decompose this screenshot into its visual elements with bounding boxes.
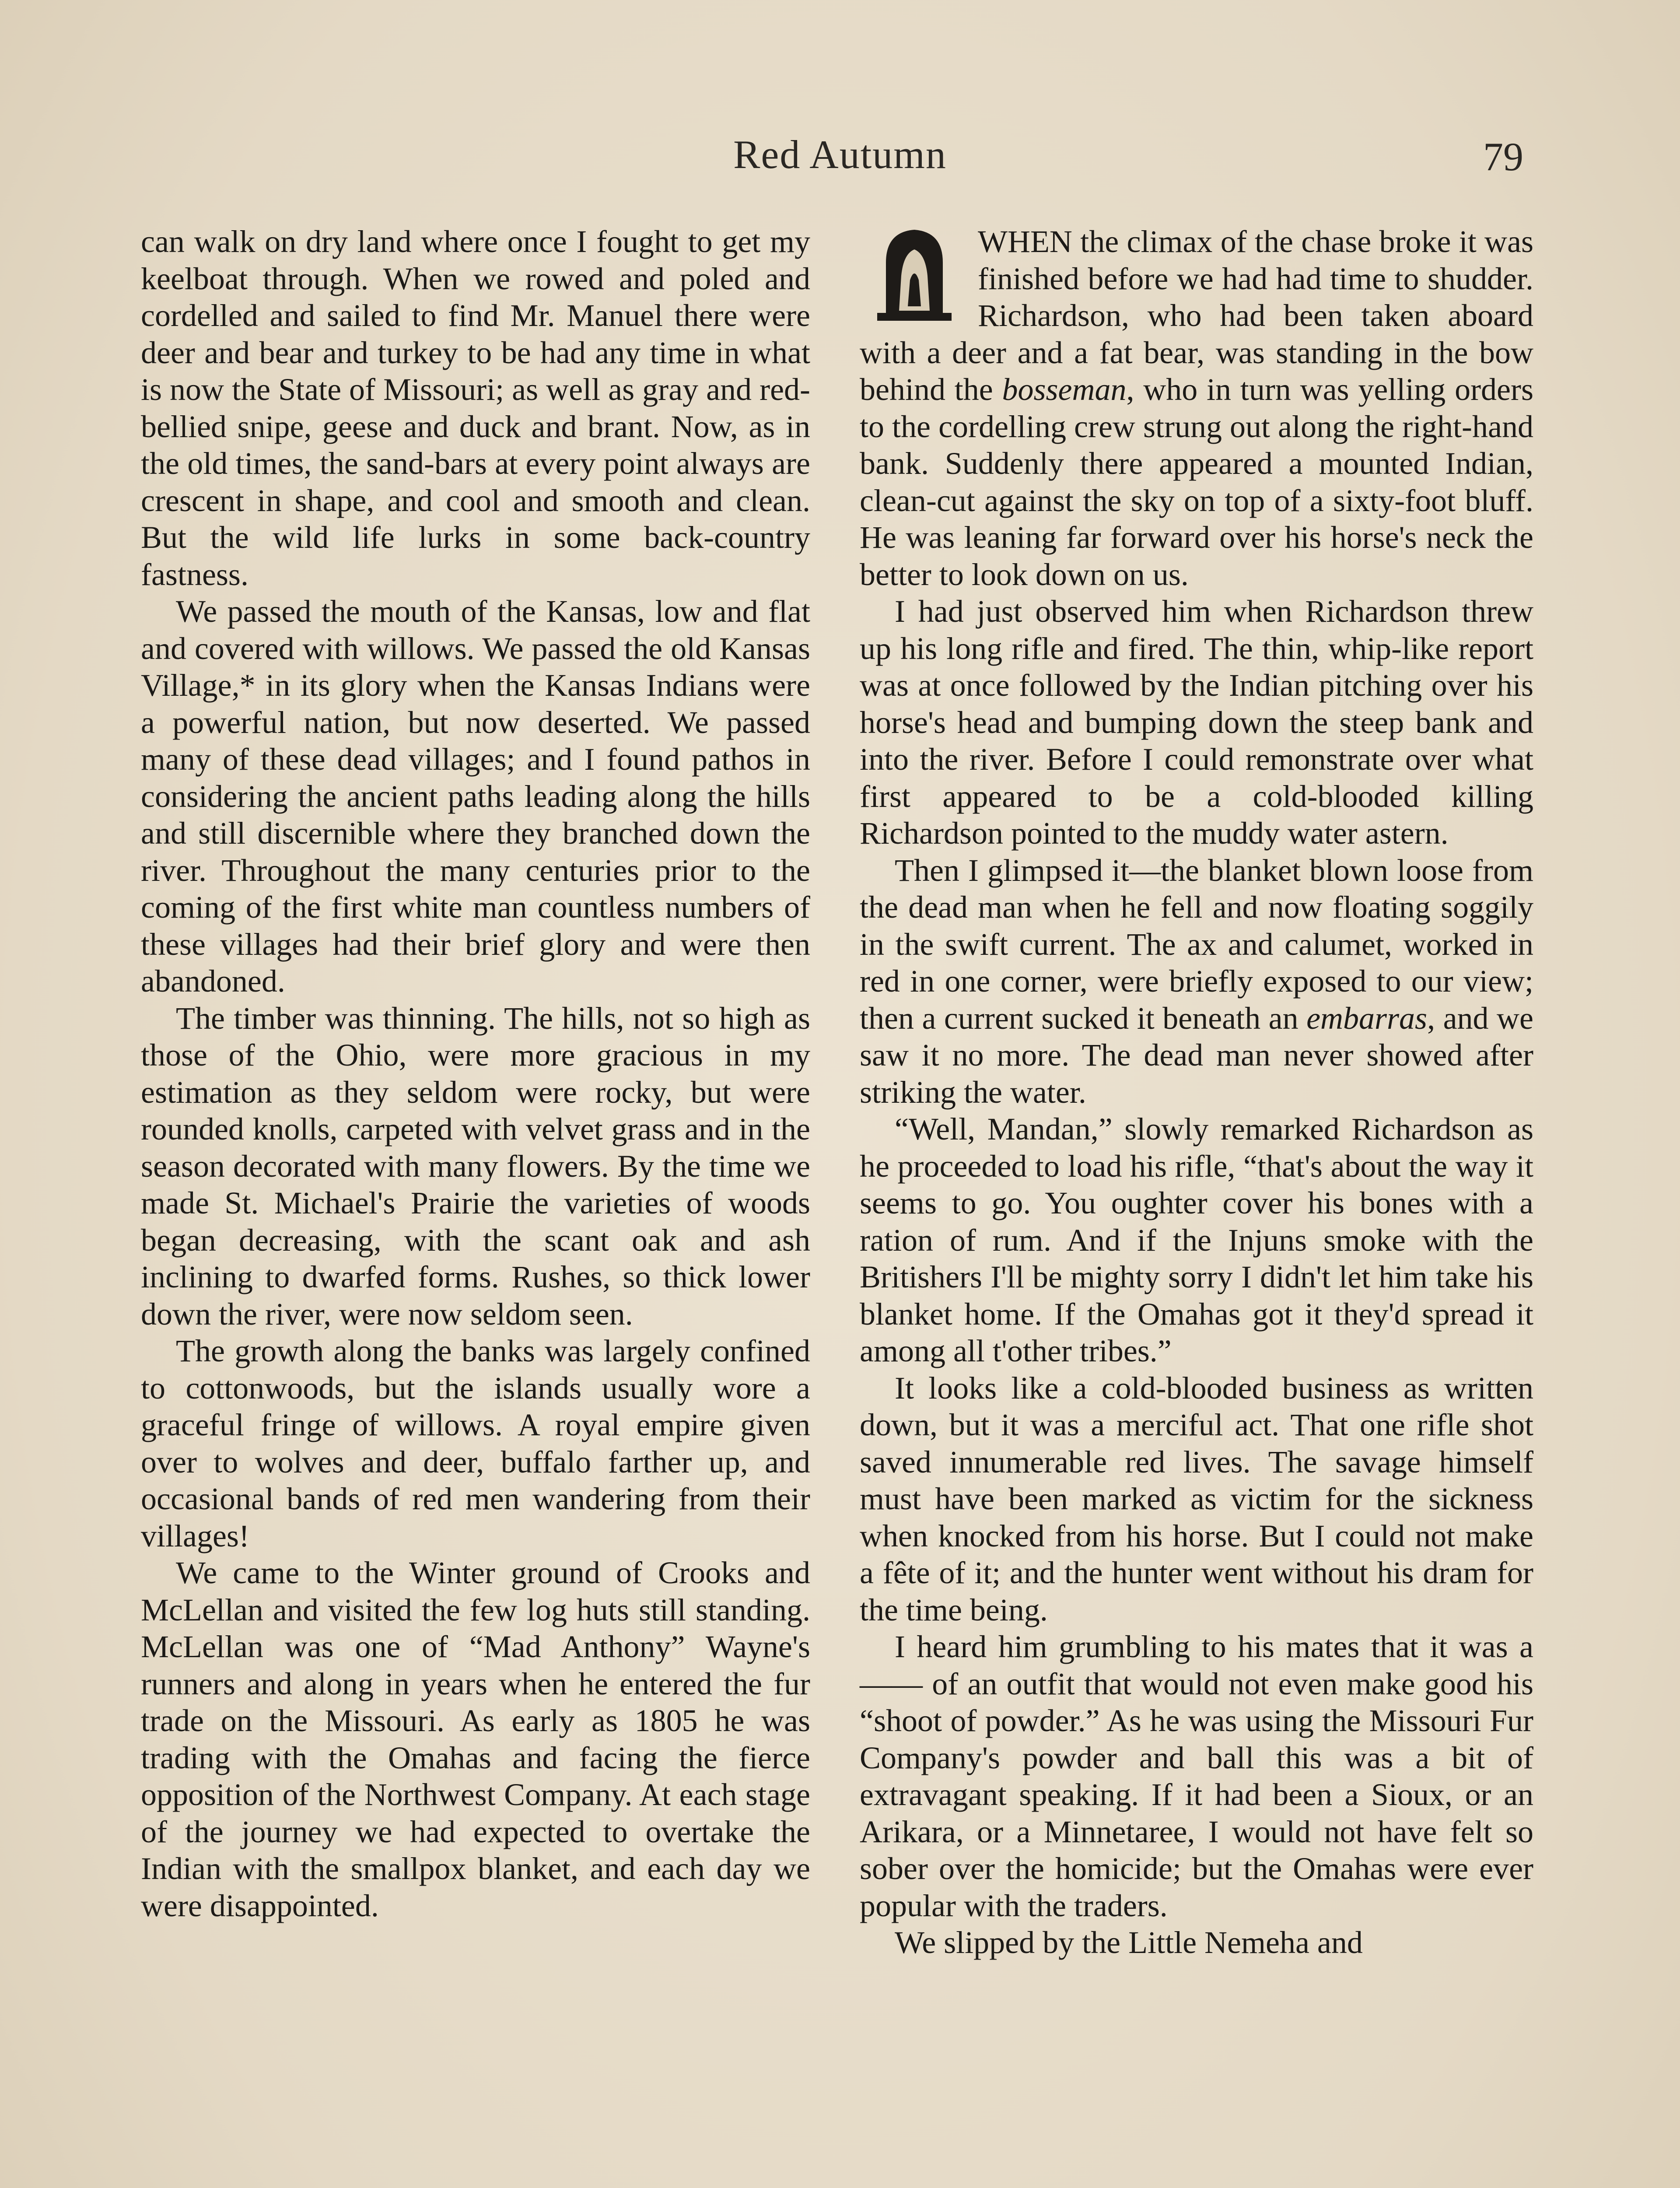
paragraph: We passed the mouth of the Kansas, low and flat and covered with willows. We passed the old Kansas Village,* in its glory when the Kansas Indians were a powerful nation, but now deserted. We passed many of these dead villages; and I found pathos in considering the ancient paths leading along the hills and still discernible where they branched down the river. Throughout the many centuries prior to the coming of the first white man countless numbers of these villages had their brief glory and were then abandoned.: [141, 594, 810, 999]
italic-term: embarras: [1306, 1000, 1428, 1036]
paragraph: The timber was thinning. The hills, not so high as those of the Ohio, were more gracious in my estimation as they seldom were rocky, but were rounded knolls, carpeted with velvet grass and in the season decorated with many flowers. By the time we made St. Michael's Prairie the varieties of woods began decreasing, with the scant oak and ash inclining to dwarfed forms. Rushes, so thick lower down the river, were now seldom seen.: [141, 1000, 810, 1332]
italic-term: bosseman: [1002, 372, 1127, 407]
paragraph: “Well, Mandan,” slowly remarked Richardson as he proceeded to load his rifle, “that's about the way it seems to go. You oughter cover his bones with a ration of rum. And if the Injuns smoke with the Britishers I'll be mighty sorry I didn't let him take his blanket home. If the Omahas got it they'd spread it among all t'other tribes.”: [860, 1112, 1533, 1368]
paragraph-text: , who in turn was yelling orders to the cordelling crew strung out along the right-hand bank. Suddenly there appeared a mounted Indian, clean-cut against the sky on top of a sixty-foot bluff. He was leaning far forward over his horse's neck the better to look down on us.: [860, 372, 1533, 592]
paragraph: [860, 852, 1533, 1111]
running-title: Red Autumn: [733, 132, 947, 177]
paragraph: The growth along the banks was largely confined to cottonwoods, but the islands usually wore a graceful fringe of willows. A royal empire given over to wolves and deer, buffalo farther up, and occasional bands of red men wandering from their villages!: [141, 1333, 810, 1553]
drop-cap-ornament-icon: [860, 223, 969, 324]
paragraph: It looks like a cold-blooded business as written down, but it was a merciful act. That one rifle shot saved innumerable red lives. The savage himself must have been marked as victim for the sickness when knocked from his horse. But I could not make a fête of it; and the hunter went without his dram for the time being.: [860, 1370, 1533, 1627]
page-number: 79: [1483, 134, 1523, 179]
right-column: [860, 223, 1533, 1961]
paragraph-text: WHEN the climax of the chase broke it was finished before we had had time to shudder. Richardson, who had been taken aboard with a deer and a fat bear, was standing in the bow behind the: [860, 224, 1533, 407]
paragraph: can walk on dry land where once I fought to get my keelboat through. When we rowed and poled and cordelled and sailed to find Mr. Manuel there were deer and bear and turkey to be had any time in what is now the State of Missouri; as well as gray and red-bellied snipe, geese and duck and brant. Now, as in the old times, the sand-bars at every point always are crescent in shape, and cool and smooth and clean. But the wild life lurks in some back-country fastness.: [141, 224, 810, 592]
paragraph: [860, 223, 1533, 593]
paragraph: I heard him grumbling to his mates that it was a —— of an outfit that would not even make good his “shoot of powder.” As he was using the Missouri Fur Company's powder and ball this was a bit of extravagant speaking. If it had been a Sioux, or an Arikara, or a Minnetaree, I would not have felt so sober over the homicide; but the Omahas were ever popular with the traders.: [860, 1629, 1533, 1923]
paragraph: We slipped by the Little Nemeha and: [895, 1925, 1363, 1960]
paragraph-text: , and we saw it no more. The dead man never showed after striking the water.: [860, 1000, 1533, 1110]
paragraph: I had just observed him when Richardson threw up his long rifle and fired. The thin, whip-like report was at once followed by the Indian pitching over his horse's head and bumping down the steep bank and into the river. Before I could remonstrate over what first appeared to be a cold-blooded killing Richardson pointed to the muddy water astern.: [860, 594, 1533, 851]
paragraph: We came to the Winter ground of Crooks and McLellan and visited the few log huts still standing. McLellan was one of “Mad Anthony” Wayne's runners and along in years when he entered the fur trade on the Missouri. As early as 1805 he was trading with the Omahas and facing the fierce opposition of the Northwest Company. At each stage of the journey we had expected to overtake the Indian with the smallpox blanket, and each day we were disappointed.: [141, 1555, 810, 1923]
paragraph-text: Then I glimpsed it—the blanket blown loose from the dead man when he fell and now floating soggily in the swift current. The ax and calumet, worked in red in one corner, were briefly exposed to our view; then a current sucked it beneath an: [860, 852, 1533, 1036]
left-column: [141, 223, 810, 1924]
